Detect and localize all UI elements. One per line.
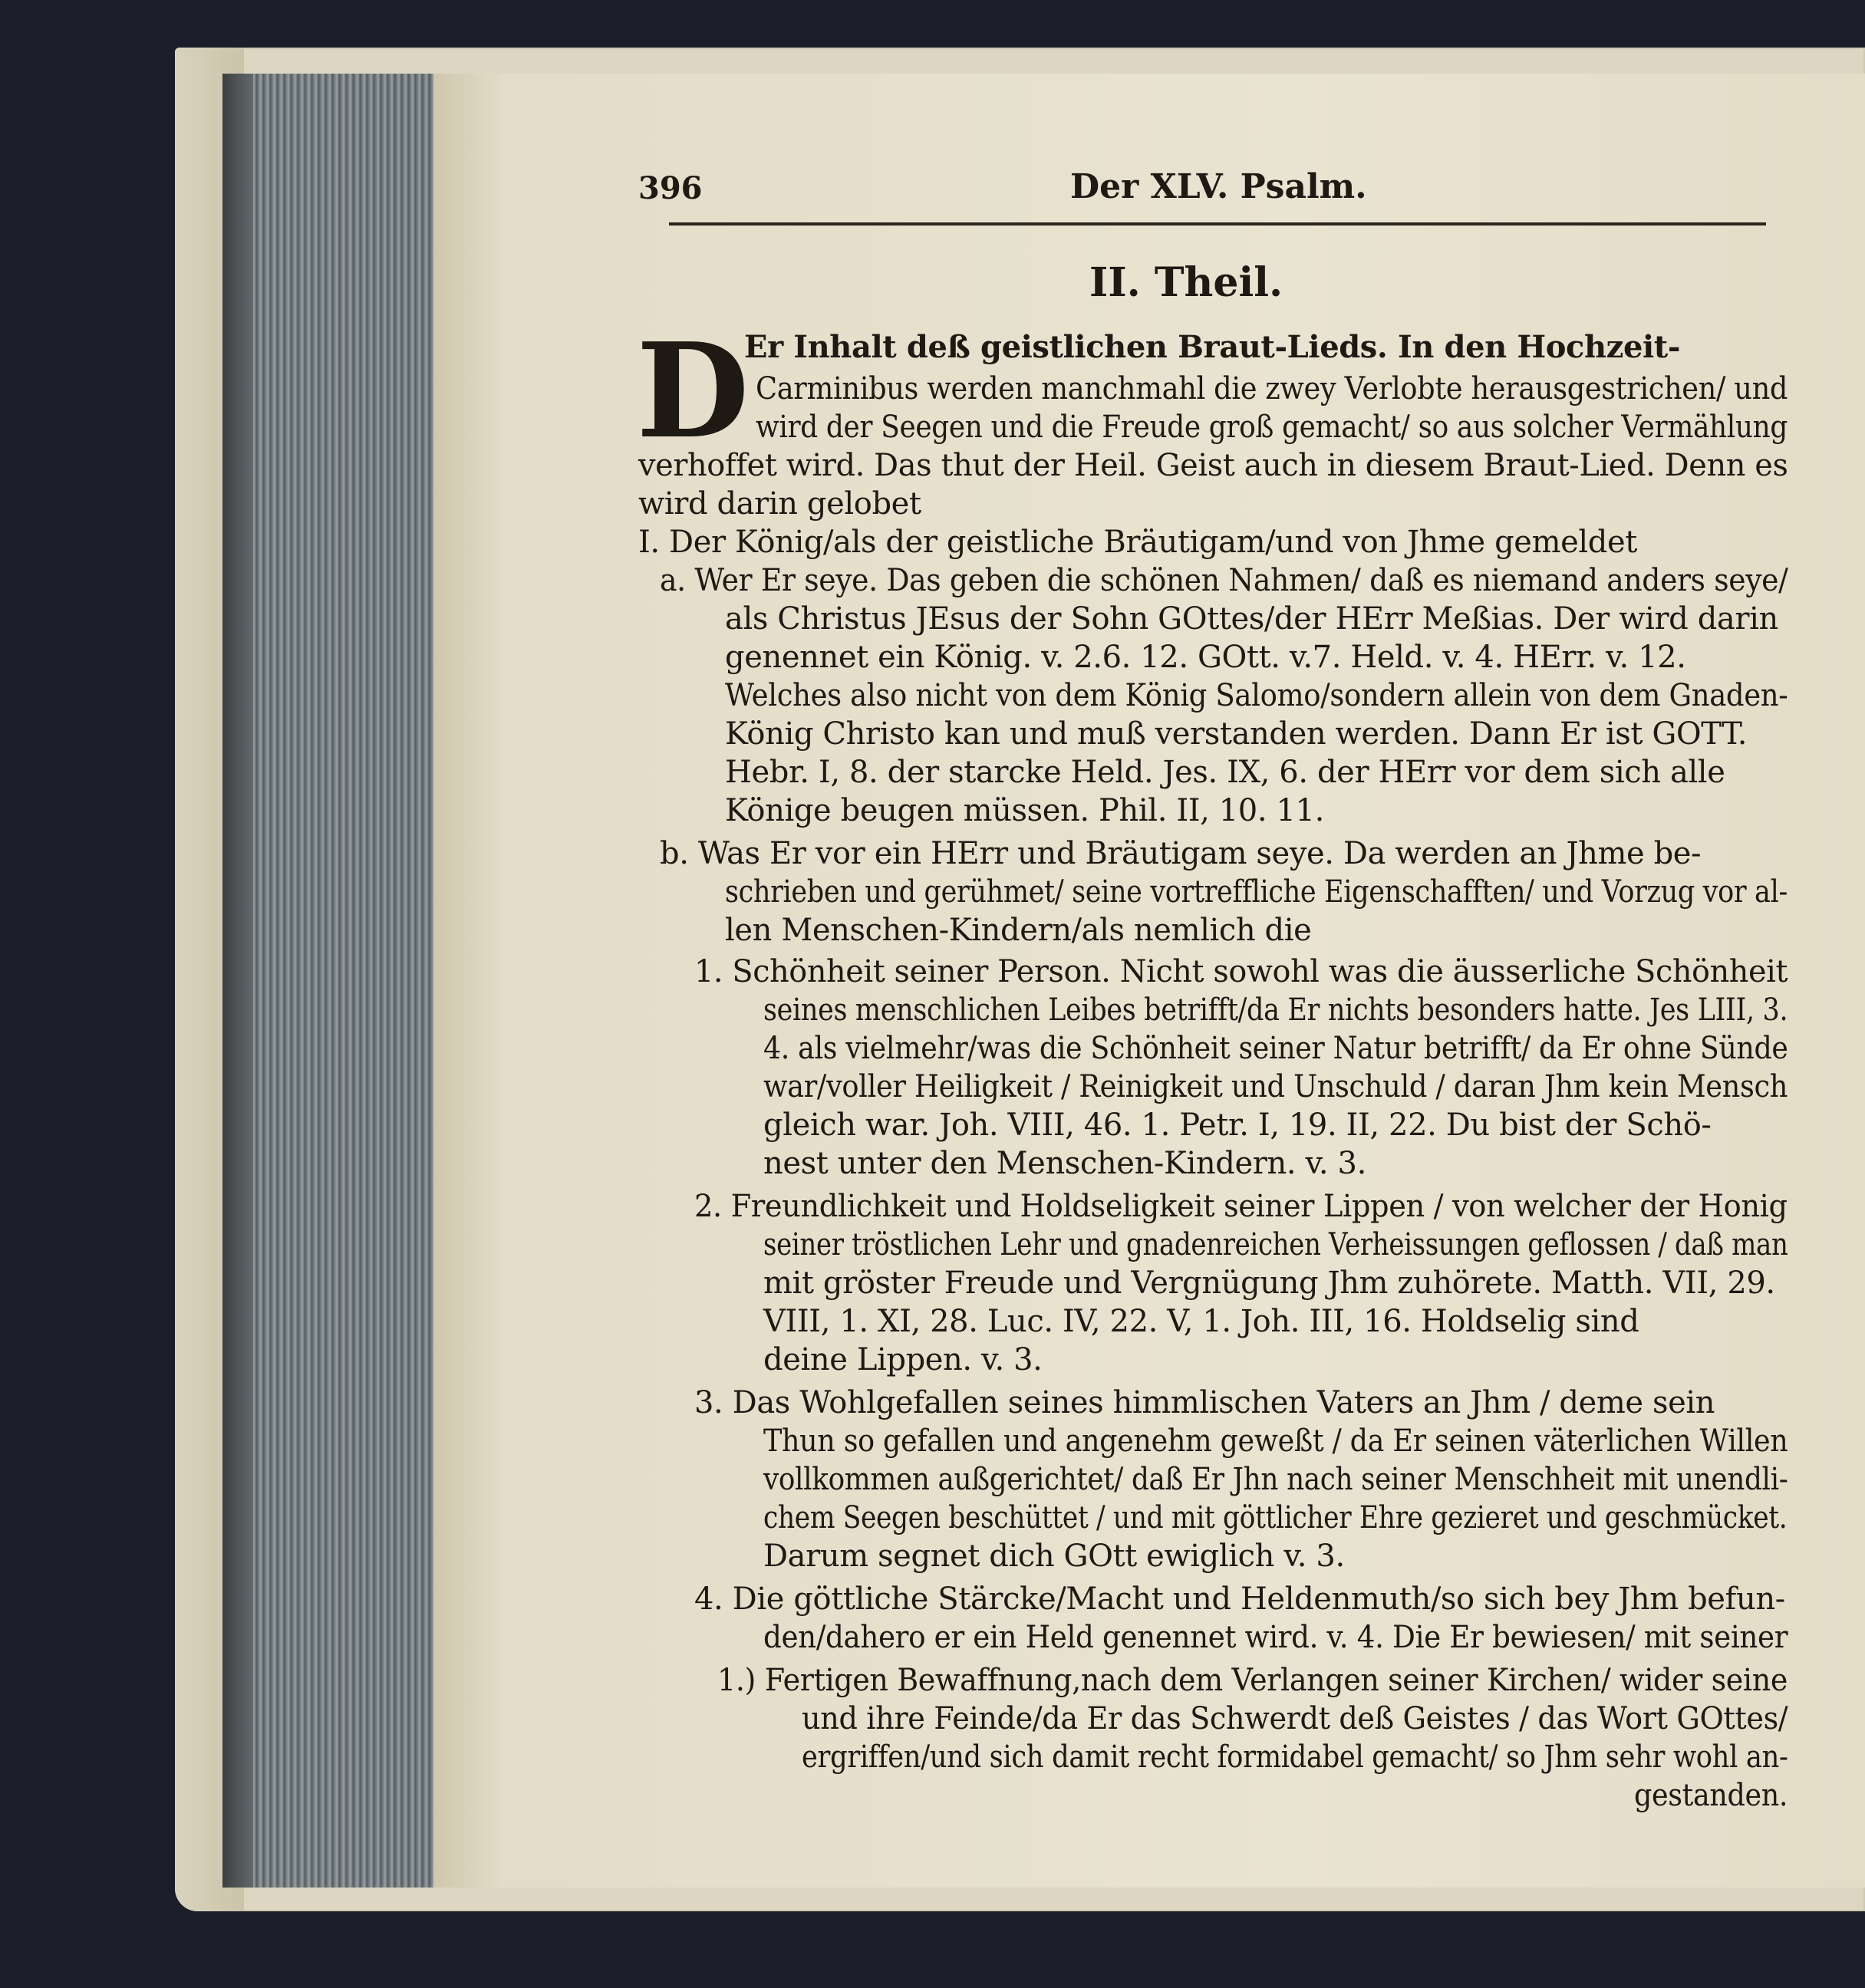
- page-number: 396: [638, 170, 703, 206]
- text-line: mit gröster Freude und Vergnügung Jhm zuhörete. Matth. VII, 29.: [763, 1266, 1775, 1301]
- text-line: verhoffet wird. Das thut der Heil. Geist auch in diesem Braut-Lied. Denn es: [638, 448, 1788, 483]
- text-line: Darum segnet dich GOtt ewiglich v. 3.: [763, 1539, 1345, 1574]
- text-line: seines menschlichen Leibes betrifft/da Er nichts besonders hatte. Jes LIII, 3.: [763, 992, 1788, 1028]
- text-line: seiner tröstlichen Lehr und gnadenreichen Verheissungen geflossen / daß man: [763, 1227, 1788, 1262]
- text-line: len Menschen-Kindern/als nemlich die: [725, 913, 1312, 948]
- text-line: 2. Freundlichkeit und Holdseligkeit seiner Lippen / von welcher der Honig: [694, 1189, 1788, 1224]
- text-line: König Christo kan und muß verstanden werden. Dann Er ist GOTT.: [725, 716, 1748, 752]
- text-line: 3. Das Wohlgefallen seines himmlischen Vaters an Jhm / deme sein: [694, 1385, 1715, 1420]
- header-rule: [669, 222, 1766, 225]
- text-line: Hebr. I, 8. der starcke Held. Jes. IX, 6. der HErr vor dem sich alle: [725, 755, 1725, 790]
- text-line: Er Inhalt deß geistlichen Braut-Lieds. In den Hochzeit-: [744, 329, 1681, 365]
- text-line: wird der Seegen und die Freude groß gemacht/ so aus solcher Vermählung: [756, 410, 1788, 445]
- drop-cap: D: [636, 314, 750, 468]
- text-line: Carminibus werden manchmahl die zwey Verlobte herausgestrichen/ und: [756, 371, 1788, 406]
- text-line: deine Lippen. v. 3.: [763, 1342, 1043, 1377]
- text-line: b. Was Er vor ein HErr und Bräutigam seye. Da werden an Jhme be-: [660, 836, 1702, 871]
- text-line: 4. Die göttliche Stärcke/Macht und Heldenmuth/so sich bey Jhm befun-: [694, 1582, 1785, 1617]
- text-line: Thun so gefallen und angenehm geweßt / da Er seinen väterlichen Willen: [763, 1424, 1788, 1459]
- text-line: gleich war. Joh. VIII, 46. 1. Petr. I, 19. II, 22. Du bist der Schö-: [763, 1108, 1712, 1143]
- text-line: und ihre Feinde/da Er das Schwerdt deß Geistes / das Wort GOttes/: [802, 1701, 1788, 1736]
- section-heading: II. Theil.: [1089, 259, 1283, 306]
- text-line: 1.) Fertigen Bewaffnung,nach dem Verlangen seiner Kirchen/ wider seine: [717, 1663, 1788, 1698]
- running-title: Der XLV. Psalm.: [1070, 167, 1367, 206]
- text-line: genennet ein König. v. 2.6. 12. GOtt. v.7. Held. v. 4. HErr. v. 12.: [725, 640, 1686, 675]
- text-line: 4. als vielmehr/was die Schönheit seiner Natur betrifft/ da Er ohne Sünde: [763, 1031, 1788, 1066]
- text-line: 1. Schönheit seiner Person. Nicht sowohl was die äusserliche Schönheit: [694, 954, 1788, 989]
- text-line: gestanden.: [1634, 1778, 1788, 1813]
- text-line: als Christus JEsus der Sohn GOttes/der HErr Meßias. Der wird darin: [725, 601, 1778, 637]
- text-line: VIII, 1. XI, 28. Luc. IV, 22. V, 1. Joh. III, 16. Holdselig sind: [763, 1304, 1639, 1339]
- text-line: ergriffen/und sich damit recht formidabel gemacht/ so Jhm sehr wohl an-: [802, 1740, 1788, 1775]
- text-line: Könige beugen müssen. Phil. II, 10. 11.: [725, 793, 1324, 828]
- text-line: Welches also nicht von dem König Salomo/sondern allein von dem Gnaden-: [725, 678, 1788, 713]
- text-line: a. Wer Er seye. Das geben die schönen Nahmen/ daß es niemand anders seye/: [660, 563, 1788, 598]
- text-line: den/dahero er ein Held genennet wird. v. 4. Die Er bewiesen/ mit seiner: [763, 1620, 1788, 1655]
- text-line: schrieben und gerühmet/ seine vortreffliche Eigenschafften/ und Vorzug vor al-: [725, 874, 1788, 910]
- text-line: I. Der König/als der geistliche Bräutigam/und von Jhme gemeldet: [638, 525, 1637, 560]
- text-line: wird darin gelobet: [638, 486, 921, 522]
- text-line: chem Seegen beschüttet / und mit göttlicher Ehre gezieret und geschmücket.: [763, 1500, 1788, 1535]
- text-line: vollkommen außgerichtet/ daß Er Jhn nach seiner Menschheit mit unendli-: [763, 1462, 1788, 1497]
- text-line: nest unter den Menschen-Kindern. v. 3.: [763, 1146, 1366, 1181]
- text-line: war/voller Heiligkeit / Reinigkeit und Unschuld / daran Jhm kein Mensch: [763, 1069, 1788, 1104]
